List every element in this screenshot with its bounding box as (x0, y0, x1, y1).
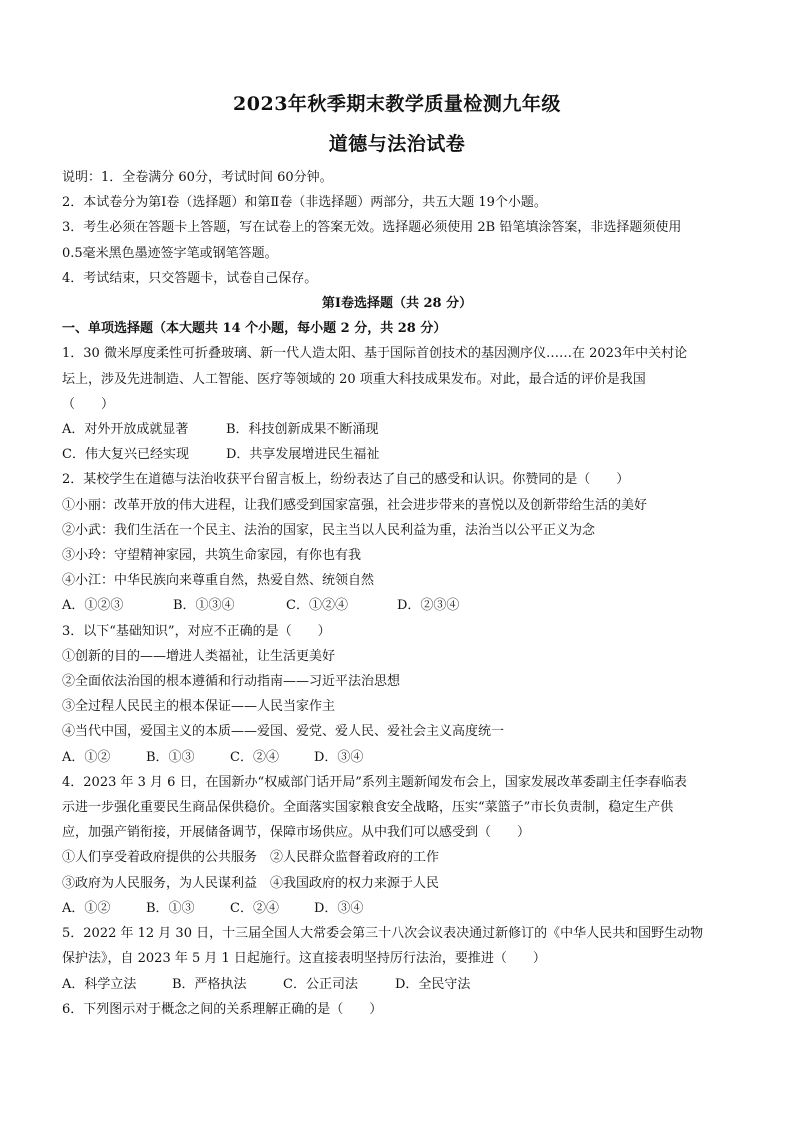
option-b: B．①③ (146, 749, 195, 765)
option-row (62, 972, 732, 997)
question-stem: 4．2023 年 3 月 6 日，在国新办“权威部门话开局”系列主题新闻发布会上，国家发展改革委副主任李春临表 (62, 774, 687, 790)
question-3 (62, 619, 732, 770)
statement-item: ④当代中国，爱国主义的本质——爱国、爱党、爱人民、爱社会主义高度统一 (62, 724, 505, 740)
question-stem: 6．下列图示对于概念之间的关系理解正确的是（ ） (62, 1001, 383, 1017)
exam-subject-title: 道德与法治试卷 (328, 133, 466, 155)
option-row (62, 745, 732, 770)
option-a: A．①② (62, 900, 111, 916)
statement-item: ②全面依法治国的根本遵循和行动指南——习近平法治思想 (62, 674, 401, 690)
option-c: C．公正司法 (283, 976, 358, 992)
question-2 (62, 467, 732, 618)
option-row (62, 896, 732, 921)
option-b: B．①③ (146, 900, 195, 916)
statement-item: ④小江：中华民族向来尊重自然，热爱自然、统领自然 (62, 573, 375, 589)
statement-item: ①创新的目的——增进人类福祉，让生活更美好 (62, 648, 336, 664)
question-stem: 保护法》，自 2023 年 5 月 1 日起施行。这直接表明坚持厉行法治，要推进（ ） (62, 951, 546, 967)
question-stem: 3．以下“基础知识”，对应不正确的是（ ） (62, 623, 331, 639)
question-stem: 2．某校学生在道德与法治收获平台留言板上，纷纷表达了自己的感受和认识。你赞同的是（ ） (62, 472, 630, 488)
option-row (62, 593, 732, 618)
option-d: D．全民守法 (395, 976, 471, 992)
option-row (62, 417, 732, 442)
instruction-line: 说明：1．全卷满分 60分，考试时间 60分钟。 (62, 170, 333, 185)
question-1 (62, 341, 732, 467)
option-b: B．科技创新成果不断涌现 (226, 422, 379, 438)
instructions (62, 165, 732, 291)
option-c: C．①②④ (286, 598, 348, 614)
section-title: 第Ⅰ卷选择题（共 28 分） (321, 296, 473, 312)
instruction-line: 3．考生必须在答题卡上答题，写在试卷上的答案无效。选择题必须使用 2B 铅笔填涂答案，非选择题须使用 (62, 220, 682, 236)
option-b: B．①③④ (173, 598, 235, 614)
option-a: A．科学立法 (62, 976, 137, 992)
exam-page (62, 92, 732, 1022)
question-6 (62, 997, 732, 1022)
instruction-line: 4．考试结束，只交答题卡，试卷自己保存。 (62, 270, 318, 286)
statement-item: ②小武：我们生活在一个民主、法治的国家，民主当以人民利益为重，法治当以公平正义为念 (62, 522, 596, 538)
statement-item: ③小玲：守望精神家园，共筑生命家园，有你也有我 (62, 548, 362, 564)
option-d: D．共享发展增进民生福祉 (226, 447, 380, 463)
question-stem: 应，加强产销衔接，开展储备调节，保障市场供应。从中我们可以感受到（ ） (62, 825, 531, 841)
question-4 (62, 770, 732, 921)
instruction-line: 2．本试卷分为第Ⅰ卷（选择题）和第Ⅱ卷（非选择题）两部分，共五大题 19个小题。 (62, 195, 547, 211)
statement-item: ①小丽：改革开放的伟大进程，让我们感受到国家富强，社会进步带来的喜悦以及创新带给生活的美好 (62, 497, 648, 513)
statement-item: ③政府为人民服务，为人民谋利益 ④我国政府的权力来源于人民 (62, 875, 440, 891)
part-title: 一、单项选择题（本大题共 14 个小题，每小题 2 分，共 28 分） (62, 321, 447, 337)
question-stem: 5．2022 年 12 月 30 日，十三届全国人大常委会第三十八次会议表决通过新修订的《中华人民共和国野生动物 (62, 926, 704, 942)
exam-title: 2023年秋季期末教学质量检测九年级 (233, 93, 561, 115)
question-stem: 坛上，涉及先进制造、人工智能、医疗等领域的 20 项重大科技成果发布。对此，最合适的评价是我国 (62, 371, 646, 387)
question-5 (62, 921, 732, 997)
statement-item: ③全过程人民民主的根本保证——人民当家作主 (62, 699, 336, 715)
option-c: C．伟大复兴已经实现 (62, 447, 189, 463)
question-stem: 示进一步强化重要民生商品保供稳价。全面落实国家粮食安全战略，压实“菜篮子”市长负责制，稳定生产供 (62, 800, 674, 816)
option-a: A．对外开放成就显著 (62, 422, 189, 438)
option-row (62, 442, 732, 467)
instruction-line: 0.5毫米黑色墨迹签字笔或钢笔答题。 (62, 245, 278, 261)
option-c: C．②④ (230, 900, 279, 916)
option-d: D．③④ (314, 900, 364, 916)
question-stem: 1．30 微米厚度柔性可折叠玻璃、新一代人造太阳、基于国际首创技术的基因测序仪……在 2023年中关村论 (62, 346, 688, 362)
option-c: C．②④ (230, 749, 279, 765)
statement-item: ①人们享受着政府提供的公共服务 ②人民群众监督着政府的工作 (62, 850, 440, 866)
option-b: B．严格执法 (172, 976, 247, 992)
option-d: D．②③④ (397, 598, 460, 614)
option-a: A．①② (62, 749, 111, 765)
option-d: D．③④ (314, 749, 364, 765)
option-a: A．①②③ (62, 598, 124, 614)
question-stem: （ ） (62, 396, 115, 412)
